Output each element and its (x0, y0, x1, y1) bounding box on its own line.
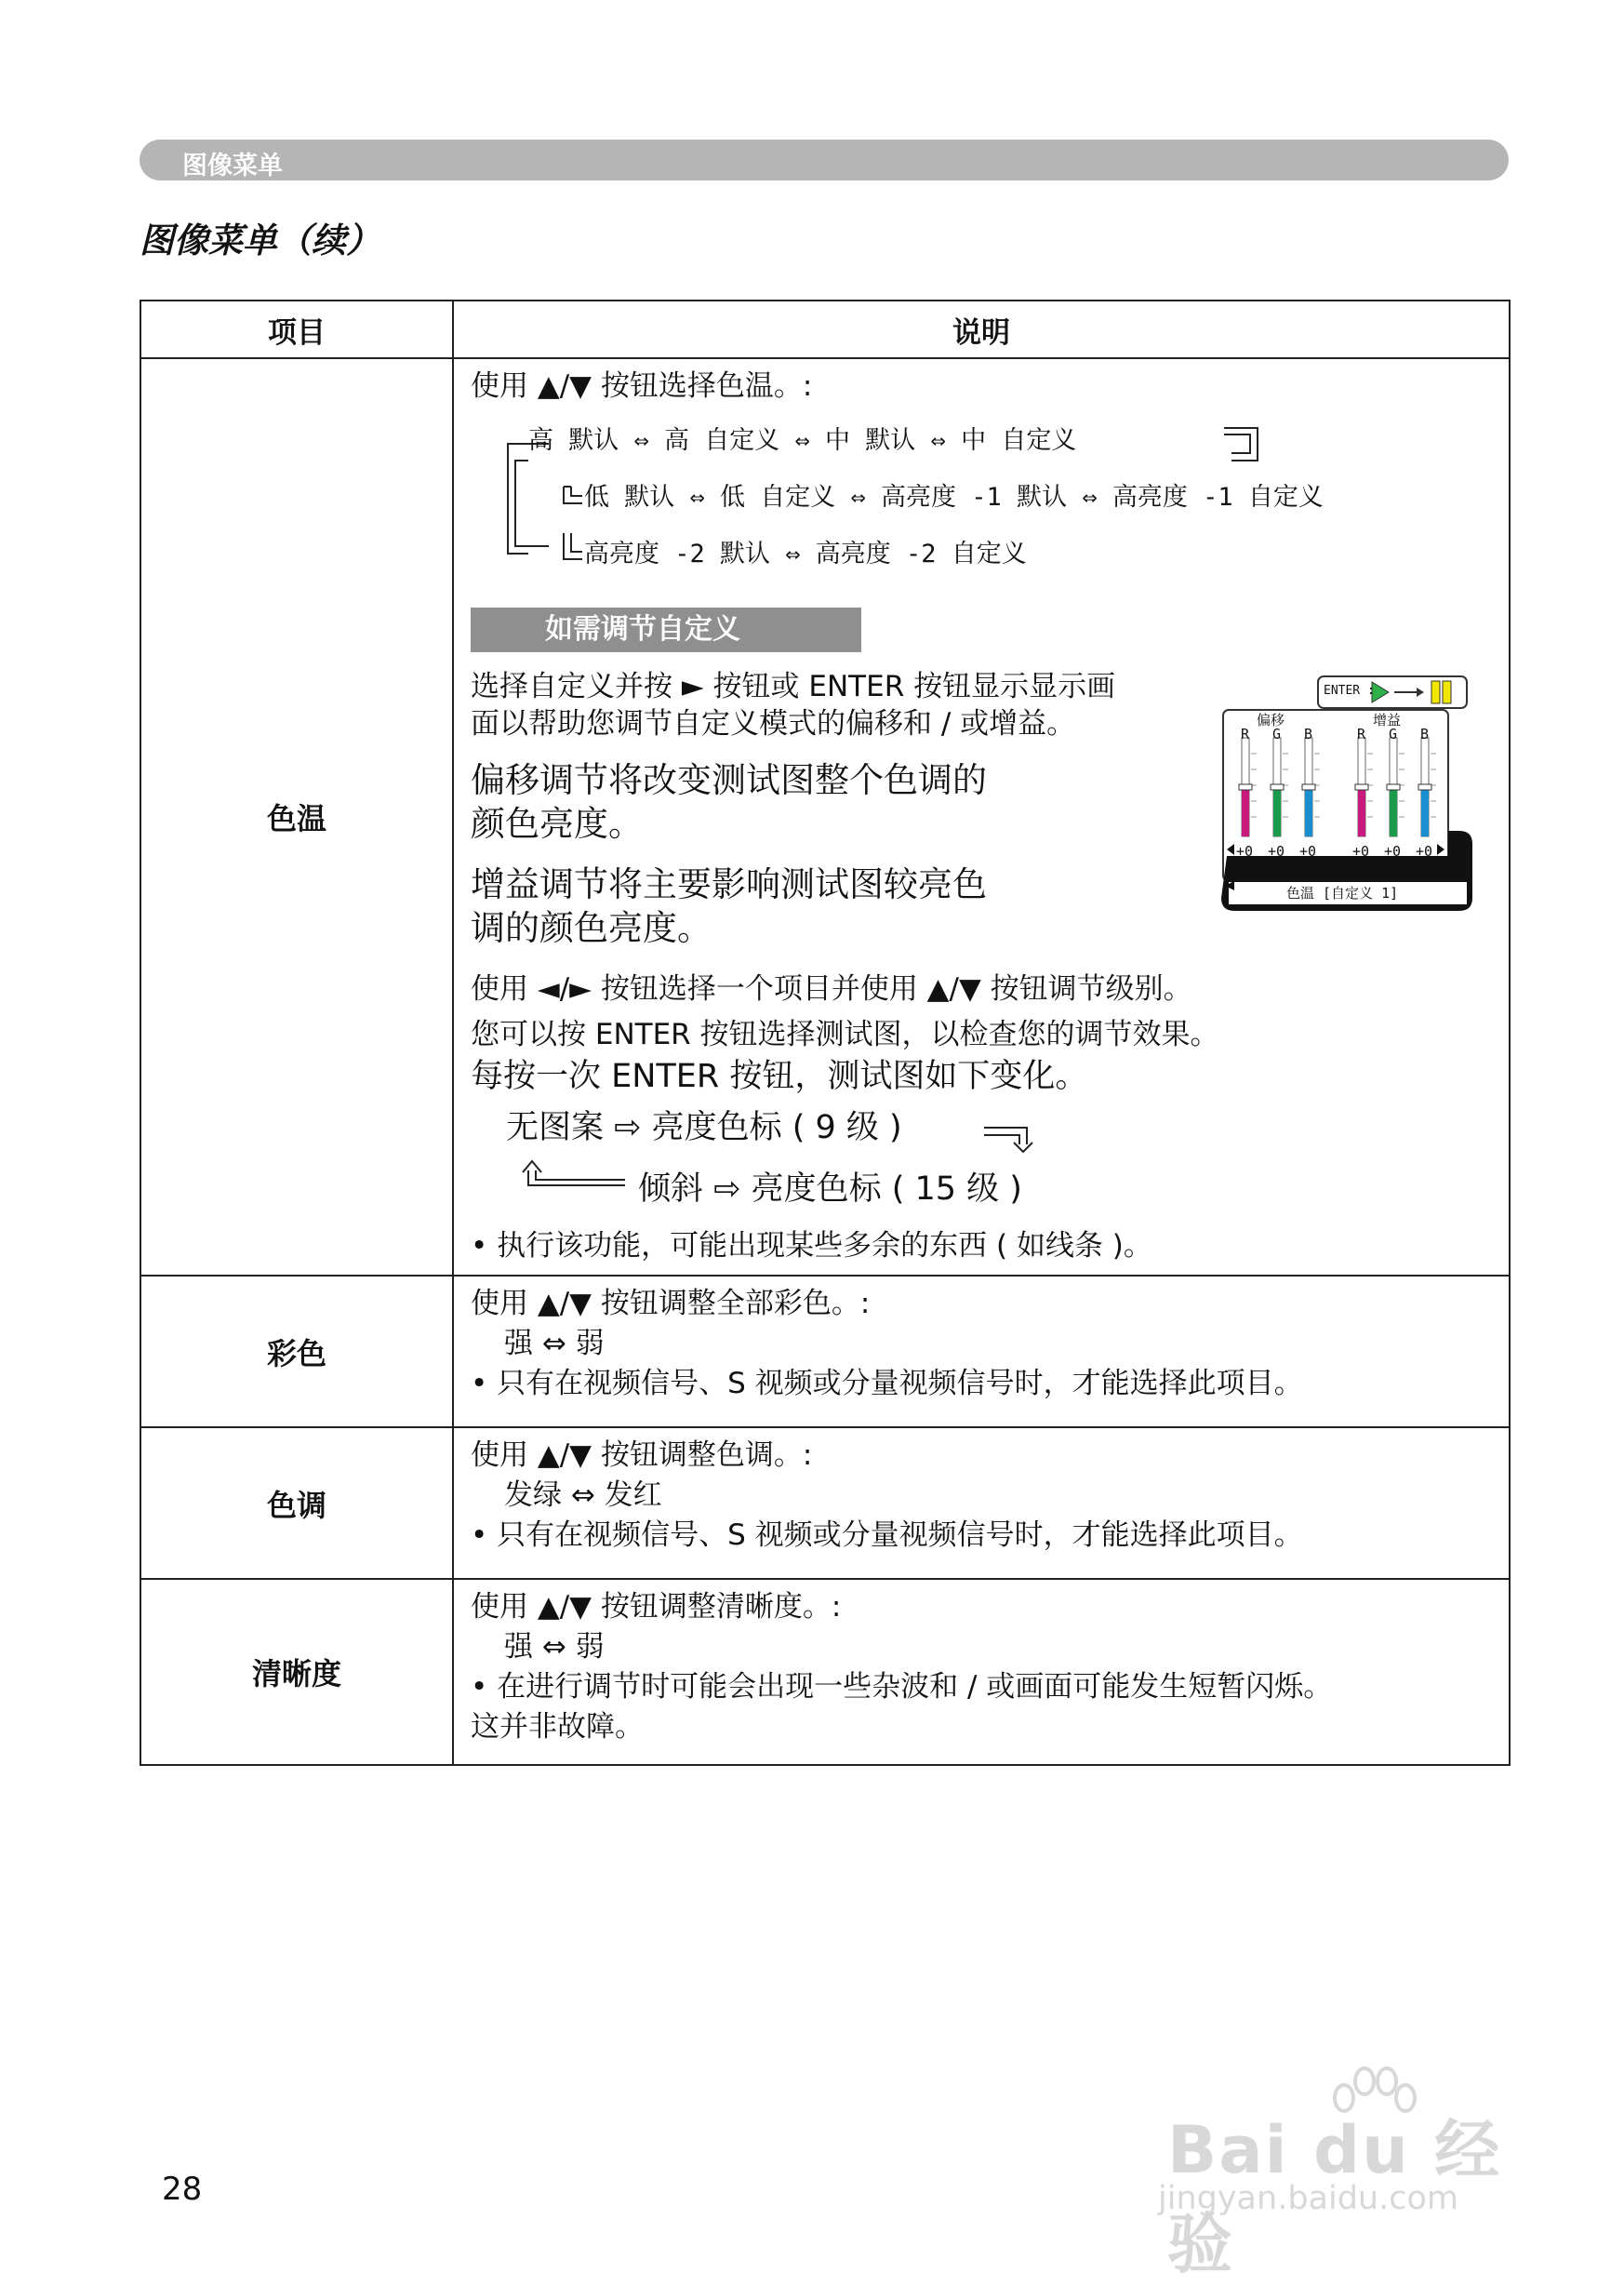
desc-note: 这并非故障。 (471, 1709, 644, 1744)
osd-gain-label: 增益 (1373, 711, 1402, 729)
osd-value: +0 (1268, 842, 1285, 860)
desc-line: 使用 ▲/▼ 按钮调整清晰度。: (471, 1590, 842, 1624)
desc-line: 使用 ▲/▼ 按钮调整色调。: (471, 1438, 813, 1473)
item-tint: 色调 (140, 1427, 453, 1579)
header-item: 项目 (140, 301, 453, 358)
table-header-row (140, 301, 1510, 358)
osd-g-label: G (1272, 725, 1282, 742)
desc-line: 您可以按 ENTER 按钮选择测试图，以检查您的调节效果。 (471, 1017, 1219, 1051)
table-row (140, 1427, 1510, 1579)
desc-line: 使用 ◄/► 按钮选择一个项目并使用 ▲/▼ 按钮调节级别。 (471, 971, 1192, 1006)
osd-offset-label: 偏移 (1257, 711, 1285, 729)
color-temp-osd-illustration (1221, 675, 1474, 916)
page-number: 28 (162, 2171, 203, 2208)
flow-line-1: 无图案 ⇨ 亮度色标 ( 9 级 ) (506, 1108, 902, 1146)
osd-value: +0 (1236, 842, 1254, 860)
color-temp-cycle-diagram (471, 412, 1496, 576)
baidu-watermark (1139, 2061, 1549, 2282)
desc-line: 使用 ▲/▼ 按钮调整全部彩色。: (471, 1287, 871, 1321)
header-description: 说明 (453, 301, 1510, 358)
custom-para-2b: 颜色亮度。 (471, 803, 643, 844)
desc-color-temp (453, 358, 1510, 1276)
osd-b-label: B (1420, 725, 1430, 742)
desc-line: 每按一次 ENTER 按钮，测试图如下变化。 (471, 1058, 1088, 1096)
desc-color (453, 1276, 1510, 1427)
desc-note: • 只有在视频信号、S 视频或分量视频信号时，才能选择此项目。 (471, 1517, 1303, 1552)
custom-para-3b: 调的颜色亮度。 (471, 907, 712, 948)
custom-para-1a: 选择自定义并按 ► 按钮或 ENTER 按钮显示显示画 (471, 669, 1116, 703)
desc-tint (453, 1427, 1510, 1579)
section-label: 图像菜单 (182, 152, 283, 180)
custom-para-2a: 偏移调节将改变测试图整个色调的 (471, 759, 987, 800)
osd-value: +0 (1299, 842, 1317, 860)
watermark-url: jingyan.baidu.com (1158, 2180, 1458, 2217)
table-row (140, 358, 1510, 1276)
desc-line: 使用 ▲/▼ 按钮选择色温。: (471, 369, 813, 403)
osd-r-label: R (1357, 725, 1366, 742)
custom-adjust-block (471, 667, 1496, 969)
flow-line-2: 倾斜 ⇨ 亮度色标 ( 15 级 ) (638, 1170, 1022, 1208)
test-pattern-flow (471, 1100, 1496, 1226)
custom-para-1b: 面以帮助您调节自定义模式的偏移和 / 或增益。 (471, 706, 1076, 741)
osd-r-label: R (1241, 725, 1250, 742)
menu-table (140, 300, 1511, 1766)
desc-range: 强 ⇔ 弱 (504, 1327, 605, 1361)
desc-note: • 在进行调节时可能会出现一些杂波和 / 或画面可能发生短暂闪烁。 (471, 1669, 1333, 1704)
cycle-row-2: 低 默认 ⇔ 低 自定义 ⇔ 高亮度 -1 默认 ⇔ 高亮度 -1 自定义 (584, 482, 1324, 512)
osd-b-label: B (1304, 725, 1313, 742)
osd-value: +0 (1384, 842, 1402, 860)
item-color-temp: 色温 (140, 358, 453, 1276)
desc-note: • 只有在视频信号、S 视频或分量视频信号时，才能选择此项目。 (471, 1366, 1303, 1400)
desc-note: • 执行该功能，可能出现某些多余的东西 ( 如线条 )。 (471, 1228, 1152, 1263)
desc-range: 发绿 ⇔ 发红 (504, 1478, 662, 1513)
osd-g-label: G (1389, 725, 1398, 742)
page-title: 图像菜单（续） (140, 221, 380, 261)
item-sharpness: 清晰度 (140, 1579, 453, 1765)
table-row (140, 1579, 1510, 1765)
osd-value: +0 (1416, 842, 1433, 860)
table-row (140, 1276, 1510, 1427)
watermark-brand: Bai du 经验 (1167, 2112, 1502, 2282)
osd-footer-label: 色温 [自定义 1] (1286, 884, 1399, 902)
desc-range: 强 ⇔ 弱 (504, 1630, 605, 1664)
desc-sharpness (453, 1579, 1510, 1765)
osd-enter-label: ENTER : (1324, 683, 1375, 698)
cycle-row-1: 高 默认 ⇔ 高 自定义 ⇔ 中 默认 ⇔ 中 自定义 (528, 425, 1077, 455)
flow-arrows (471, 1100, 1494, 1226)
section-header-bar (140, 140, 1509, 180)
custom-adjust-heading: 如需调节自定义 (471, 608, 861, 652)
cycle-row-3: 高亮度 -2 默认 ⇔ 高亮度 -2 自定义 (584, 539, 1027, 568)
custom-para-3a: 增益调节将主要影响测试图较亮色 (471, 863, 987, 904)
item-color: 彩色 (140, 1276, 453, 1427)
osd-value: +0 (1352, 842, 1370, 860)
